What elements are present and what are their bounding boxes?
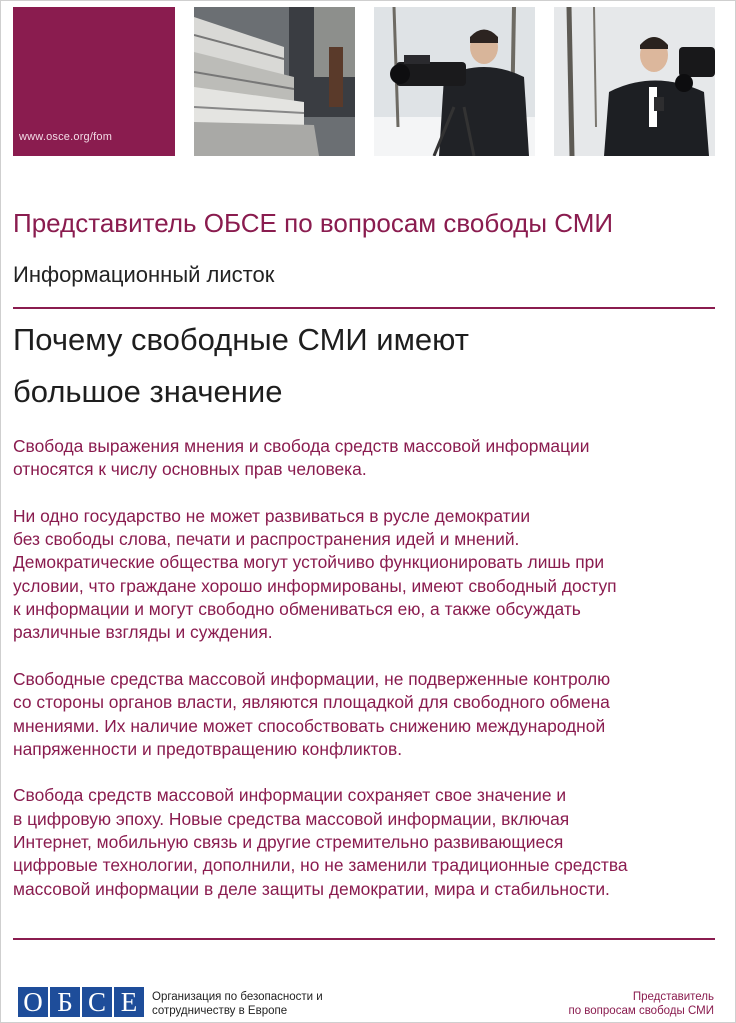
text-line: напряженности и предотвращению конфликтов.: [13, 738, 403, 759]
text-line: в цифровую эпоху. Новые средства массовой информации, включая: [13, 808, 570, 829]
paragraph: [13, 668, 718, 761]
reporter-photo: [554, 7, 715, 156]
logo-letter: Е: [114, 987, 144, 1017]
top-divider: [13, 307, 715, 309]
text-line: Интернет, мобильную связь и другие стремительно развивающиеся: [13, 832, 564, 853]
org-name-line: сотрудничеству в Европе: [152, 1005, 288, 1017]
text-line: без свободы слова, печати и распространения идей и мнений.: [13, 529, 520, 550]
text-line: Свободные средства массовой информации, не подверженные контролю: [13, 668, 611, 689]
text-line: Ни одно государство не может развиваться в русле демократии: [13, 505, 531, 526]
text-line: Свобода средств массовой информации сохраняет свое значение и: [13, 785, 567, 806]
text-line: со стороны органов власти, являются площадкой для свободного обмена: [13, 692, 610, 713]
headline: [13, 314, 713, 418]
bottom-divider: [13, 938, 715, 940]
text-line: массовой информации в деле защиты демократии, мира и стабильности.: [13, 878, 610, 899]
website-url[interactable]: www.osce.org/fom: [19, 131, 113, 143]
document-type: Информационный листок: [13, 262, 275, 287]
paragraph: [13, 784, 718, 900]
logo-letter: Б: [50, 987, 80, 1017]
organization-title: Представитель ОБСЕ по вопросам свободы СМИ: [13, 208, 614, 238]
text-line: мнениями. Их наличие может способствовать снижению международной: [13, 715, 606, 736]
text-line: Свобода выражения мнения и свобода средств массовой информации: [13, 436, 590, 456]
text-line: цифровые технологии, дополнили, но не заменили традиционные средства: [13, 855, 628, 876]
representative-line: Представитель: [632, 991, 714, 1003]
cameraman-photo: [374, 7, 535, 156]
paragraph: [13, 435, 718, 482]
representative-footer: [568, 990, 714, 1018]
headline-line: большое значение: [13, 374, 283, 409]
text-line: различные взгляды и суждения.: [13, 622, 273, 643]
organization-name: [152, 990, 323, 1018]
newspapers-photo: [194, 7, 355, 156]
logo-letter: С: [82, 987, 112, 1017]
text-line: Демократические общества могут устойчиво функционировать лишь при: [13, 552, 605, 573]
brand-box: [13, 7, 175, 156]
headline-line: Почему свободные СМИ имеют: [13, 322, 469, 357]
text-line: условии, что граждане хорошо информированы, имеют свободный доступ: [13, 575, 617, 596]
paragraph: [13, 505, 718, 645]
body-text: [13, 435, 718, 924]
org-name-line: Организация по безопасности и: [152, 991, 323, 1003]
representative-line: по вопросам свободы СМИ: [568, 1005, 714, 1017]
text-line: к информации и могут свободно обмениваться ею, а также обсуждать: [13, 599, 581, 620]
text-line: относятся к числу основных прав человека.: [13, 459, 367, 480]
logo-letter: О: [18, 987, 48, 1017]
osce-logo: [18, 987, 146, 1017]
